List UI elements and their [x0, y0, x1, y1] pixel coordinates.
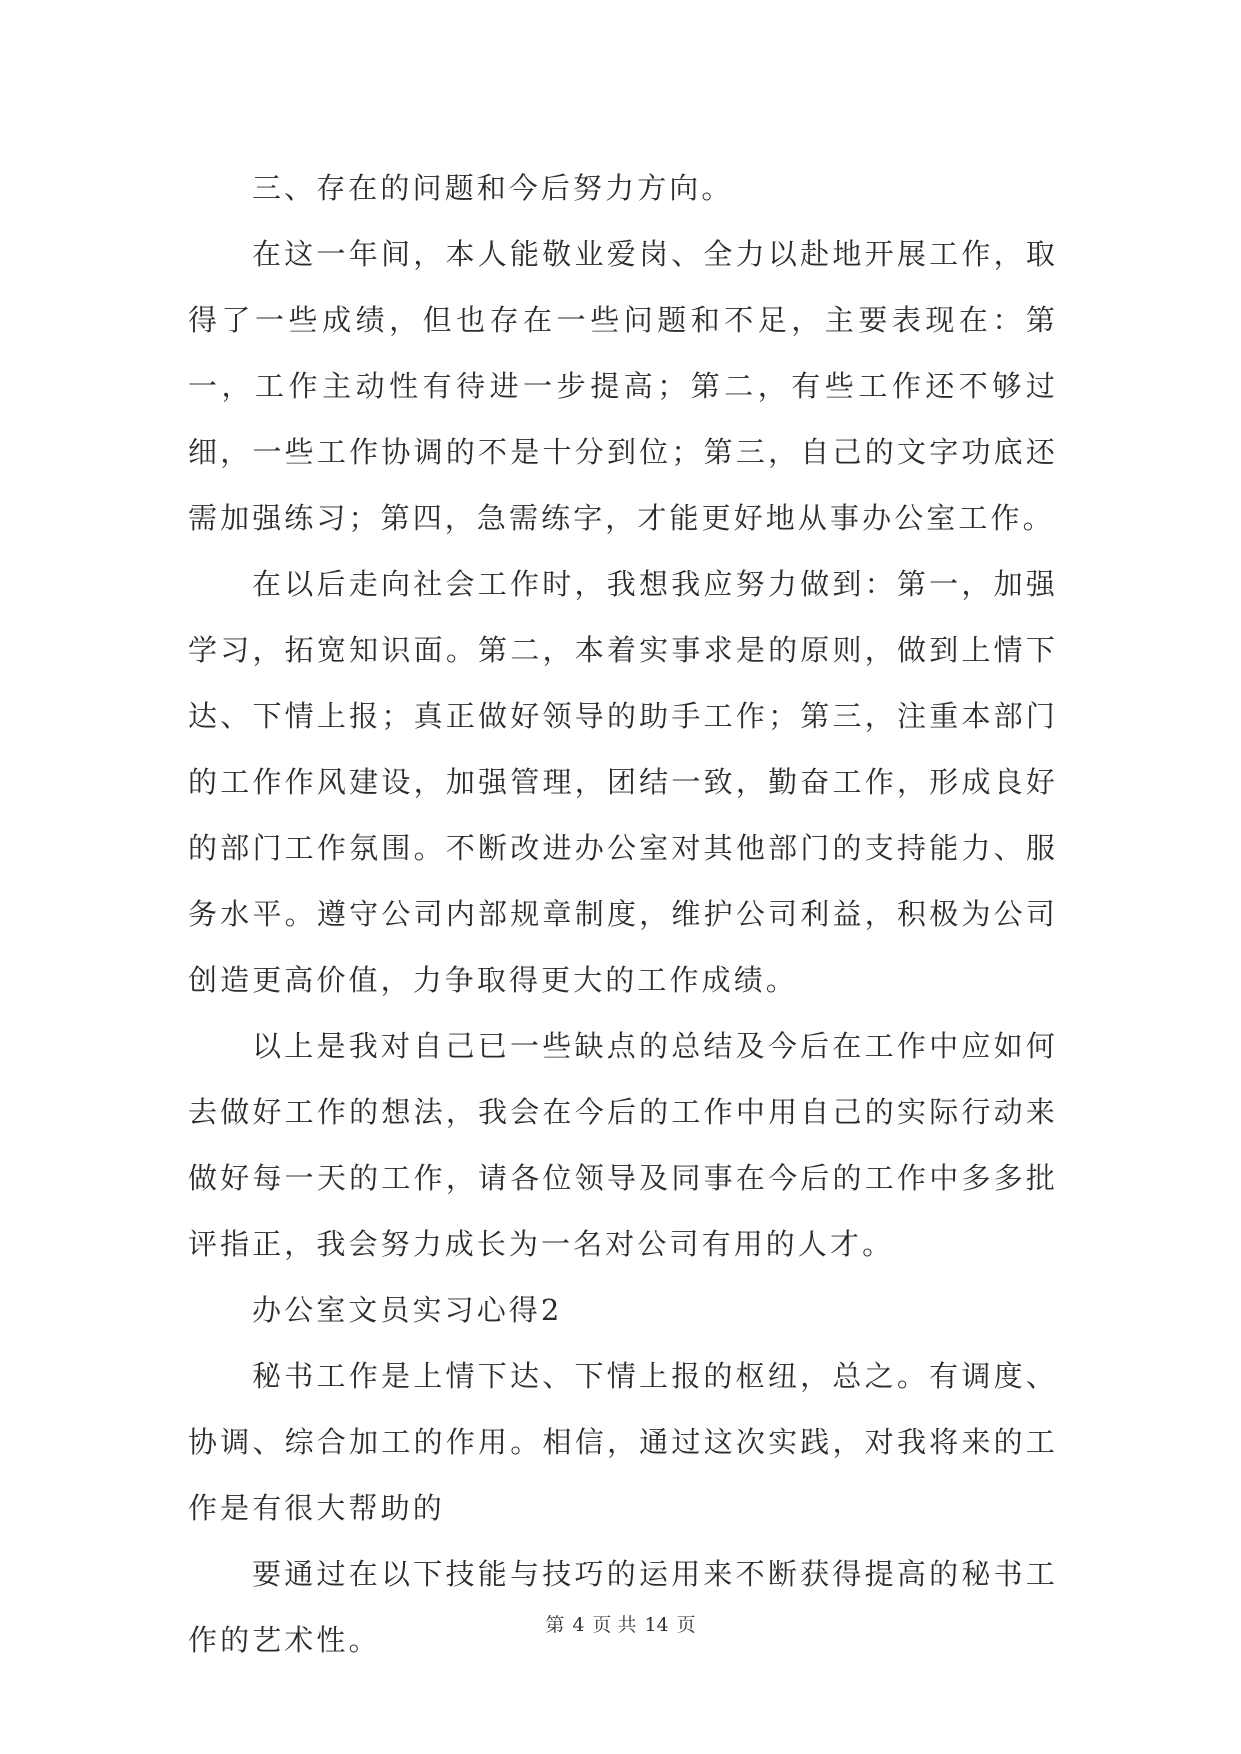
paragraph-subtitle: 办公室文员实习心得2 [252, 1293, 563, 1327]
paragraph-problems: 在这一年间，本人能敬业爱岗、全力以赴地开展工作，取得了一些成绩，但也存在一些问题和不足，主要表现在：第一，工作主动性有待进一步提高；第二，有些工作还不够过细，一些工作协调的不是十分到位；第三，自己的文字功底还需加强练习；第四，急需练字，才能更好地从事办公室工作。 [188, 237, 1058, 535]
paragraph-section-heading: 三、存在的问题和今后努力方向。 [252, 171, 734, 205]
footer-total-pages: 14 [644, 1614, 669, 1636]
paragraph-future-efforts: 在以后走向社会工作时，我想我应努力做到：第一，加强学习，拓宽知识面。第二，本着实事求是的原则，做到上情下达、下情上报；真正做好领导的助手工作；第三，注重本部门的工作作风建设，加强管理，团结一致，勤奋工作，形成良好的部门工作氛围。不断改进办公室对其他部门的支持能力、服务水平。遵守公司内部规章制度，维护公司利益，积极为公司创造更高价值，力争取得更大的工作成绩。 [188, 567, 1058, 997]
footer-current-page: 4 [572, 1614, 585, 1636]
paragraph-secretary-work: 秘书工作是上情下达、下情上报的枢纽，总之。有调度、协调、综合加工的作用。相信，通过这次实践，对我将来的工作是有很大帮助的 [188, 1359, 1058, 1525]
paragraph-summary: 以上是我对自己已一些缺点的总结及今后在工作中应如何去做好工作的想法，我会在今后的工作中用自己的实际行动来做好每一天的工作，请各位领导及同事在今后的工作中多多批评指正，我会努力成长为一名对公司有用的人才。 [188, 1029, 1058, 1261]
footer-suffix: 页 [676, 1614, 696, 1636]
footer-prefix: 第 [545, 1614, 565, 1636]
footer-mid: 页 共 [592, 1614, 637, 1636]
page-footer [0, 1610, 1241, 1637]
paragraph-skills: 要通过在以下技能与技巧的运用来不断获得提高的秘书工作的艺术性。 [188, 1557, 1058, 1657]
document-body [188, 155, 1058, 1673]
